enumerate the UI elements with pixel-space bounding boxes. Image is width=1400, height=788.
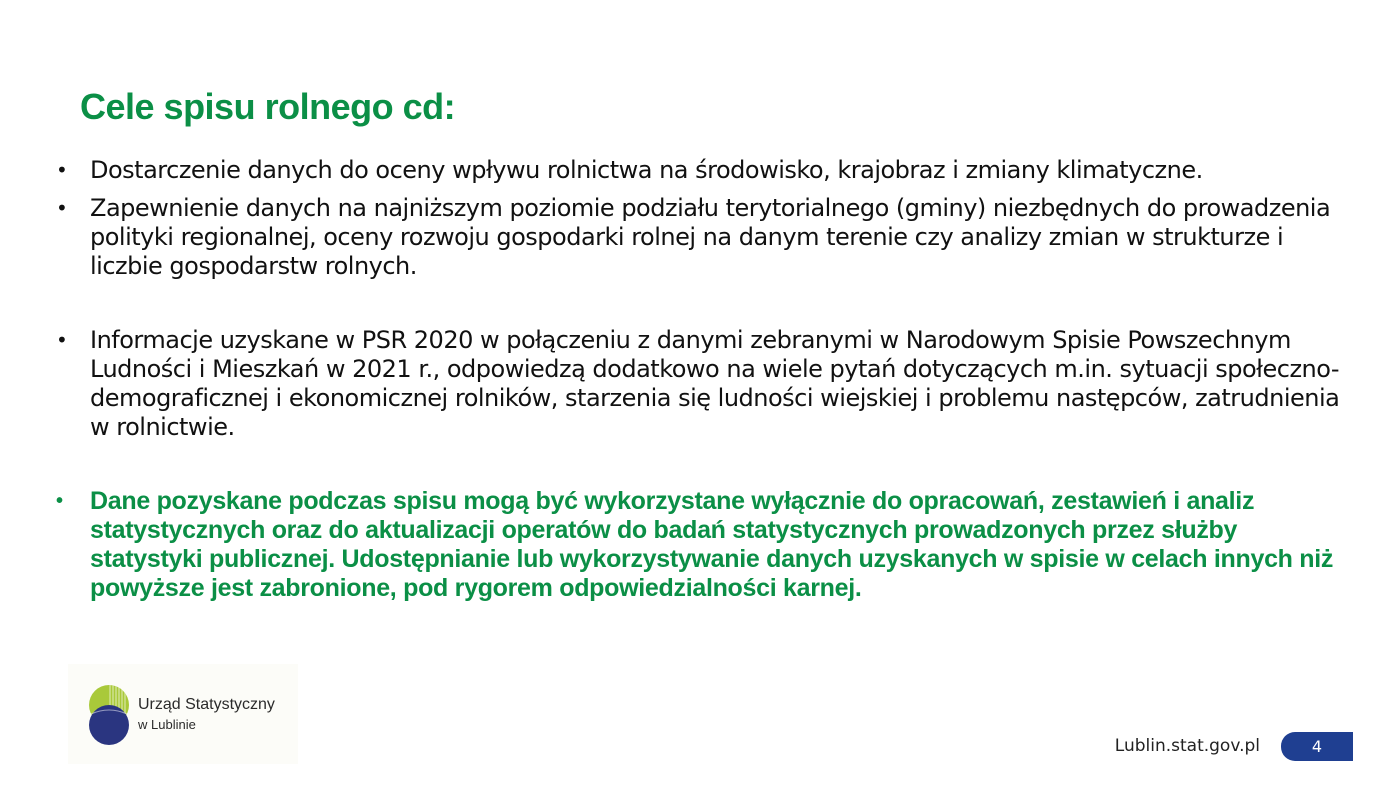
bullet-item xyxy=(56,156,1346,185)
bullet-list xyxy=(56,156,1346,603)
bullet-text: Dostarczenie danych do oceny wpływu rolnictwa na środowisko, krajobraz i zmiany klimatyczne. xyxy=(90,156,1203,184)
logo-name: Urząd Statystyczny xyxy=(138,696,275,713)
bullet-item xyxy=(56,194,1346,281)
bullet-marker: • xyxy=(56,328,68,352)
bullet-text: Informacje uzyskane w PSR 2020 w połączeniu z danymi zebranymi w Narodowym Spisie Powszechnym Ludności i Mieszkań w 2021 r., odpowiedzą dodatkowo na wiele pytań dotyczących m.in. sytuacji społeczno-demograficznej i ekonomicznej rolników, starzenia się ludności wiejskiej i problemu następców, zatrudnienia w rolnictwie. xyxy=(90,326,1340,441)
bullet-marker: • xyxy=(56,490,63,512)
logo-subname: w Lublinie xyxy=(138,717,196,732)
bullet-marker: • xyxy=(56,196,68,220)
bullet-text: Dane pozyskane podczas spisu mogą być wykorzystane wyłącznie do opracowań, zestawień i analiz statystycznych oraz do aktualizacji operatów do badań statystycznych prowadzonych przez służby statystyki publicznej. Udostępnianie lub wykorzystywanie danych uzyskanych w spisie w celach innych niż powyższe jest zabronione, pod rygorem odpowiedzialności karnej. xyxy=(90,487,1334,602)
bullet-marker: • xyxy=(56,158,68,182)
bullet-item-highlighted xyxy=(56,487,1346,603)
statistics-office-logo-icon xyxy=(88,684,130,746)
bullet-text: Zapewnienie danych na najniższym poziomie podziału terytorialnego (gminy) niezbędnych do prowadzenia polityki regionalnej, oceny rozwoju gospodarki rolnej na danym terenie czy analizy zmian w strukturze i liczbie gospodarstw rolnych. xyxy=(90,194,1331,280)
office-logo xyxy=(68,664,298,764)
page-number-badge: 4 xyxy=(1281,732,1353,761)
bullet-item xyxy=(56,326,1346,442)
footer-website-link[interactable]: Lublin.stat.gov.pl xyxy=(1114,736,1260,756)
slide-title: Cele spisu rolnego cd: xyxy=(80,86,456,127)
